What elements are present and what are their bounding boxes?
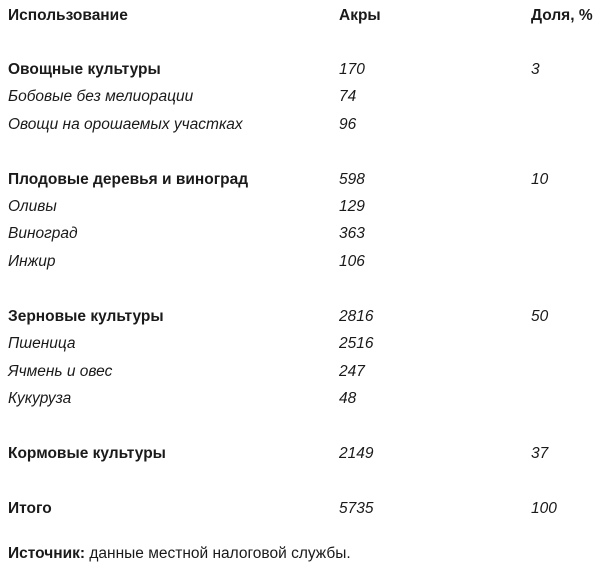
item-row (0, 332, 600, 356)
item-row (0, 195, 600, 219)
item-row (0, 250, 600, 274)
item-acres: 96 (339, 116, 357, 133)
source-text: данные местной налоговой службы. (85, 545, 351, 562)
item-acres: 2516 (339, 335, 374, 352)
item-name: Инжир (8, 253, 56, 270)
group-row (0, 305, 600, 329)
group-share: 37 (531, 445, 549, 462)
group-row (0, 58, 600, 82)
item-name: Бобовые без мелиорации (8, 88, 194, 105)
item-row (0, 387, 600, 411)
item-row (0, 222, 600, 246)
table-header (0, 4, 600, 28)
item-name: Кукуруза (8, 390, 72, 407)
item-name: Оливы (8, 198, 57, 215)
group-name: Овощные культуры (8, 61, 161, 78)
item-row (0, 360, 600, 384)
group-row (0, 442, 600, 466)
source-label: Источник: (8, 545, 86, 562)
item-acres: 74 (339, 88, 357, 105)
total-row (0, 497, 600, 521)
item-name: Ячмень и овес (8, 363, 113, 380)
header-share: Доля, % (531, 7, 593, 24)
total-label: Итого (8, 500, 52, 517)
group-row (0, 168, 600, 192)
group-name: Плодовые деревья и виноград (8, 171, 249, 188)
item-acres: 247 (339, 363, 365, 380)
header-usage: Использование (8, 7, 128, 24)
total-share: 100 (531, 500, 557, 517)
group-acres: 598 (339, 171, 365, 188)
item-acres: 129 (339, 198, 365, 215)
group-share: 3 (531, 61, 540, 78)
item-row (0, 85, 600, 109)
header-acres: Акры (339, 7, 381, 24)
item-acres: 106 (339, 253, 365, 270)
group-acres: 2816 (339, 308, 374, 325)
item-row (0, 113, 600, 137)
item-acres: 48 (339, 390, 357, 407)
item-name: Овощи на орошаемых участках (8, 116, 243, 133)
item-name: Пшеница (8, 335, 76, 352)
group-share: 10 (531, 171, 549, 188)
group-acres: 170 (339, 61, 365, 78)
group-share: 50 (531, 308, 549, 325)
group-name: Зерновые культуры (8, 308, 164, 325)
item-name: Виноград (8, 225, 78, 242)
item-acres: 363 (339, 225, 365, 242)
group-name: Кормовые культуры (8, 445, 166, 462)
total-acres: 5735 (339, 500, 374, 517)
group-acres: 2149 (339, 445, 374, 462)
source-note (8, 542, 351, 566)
